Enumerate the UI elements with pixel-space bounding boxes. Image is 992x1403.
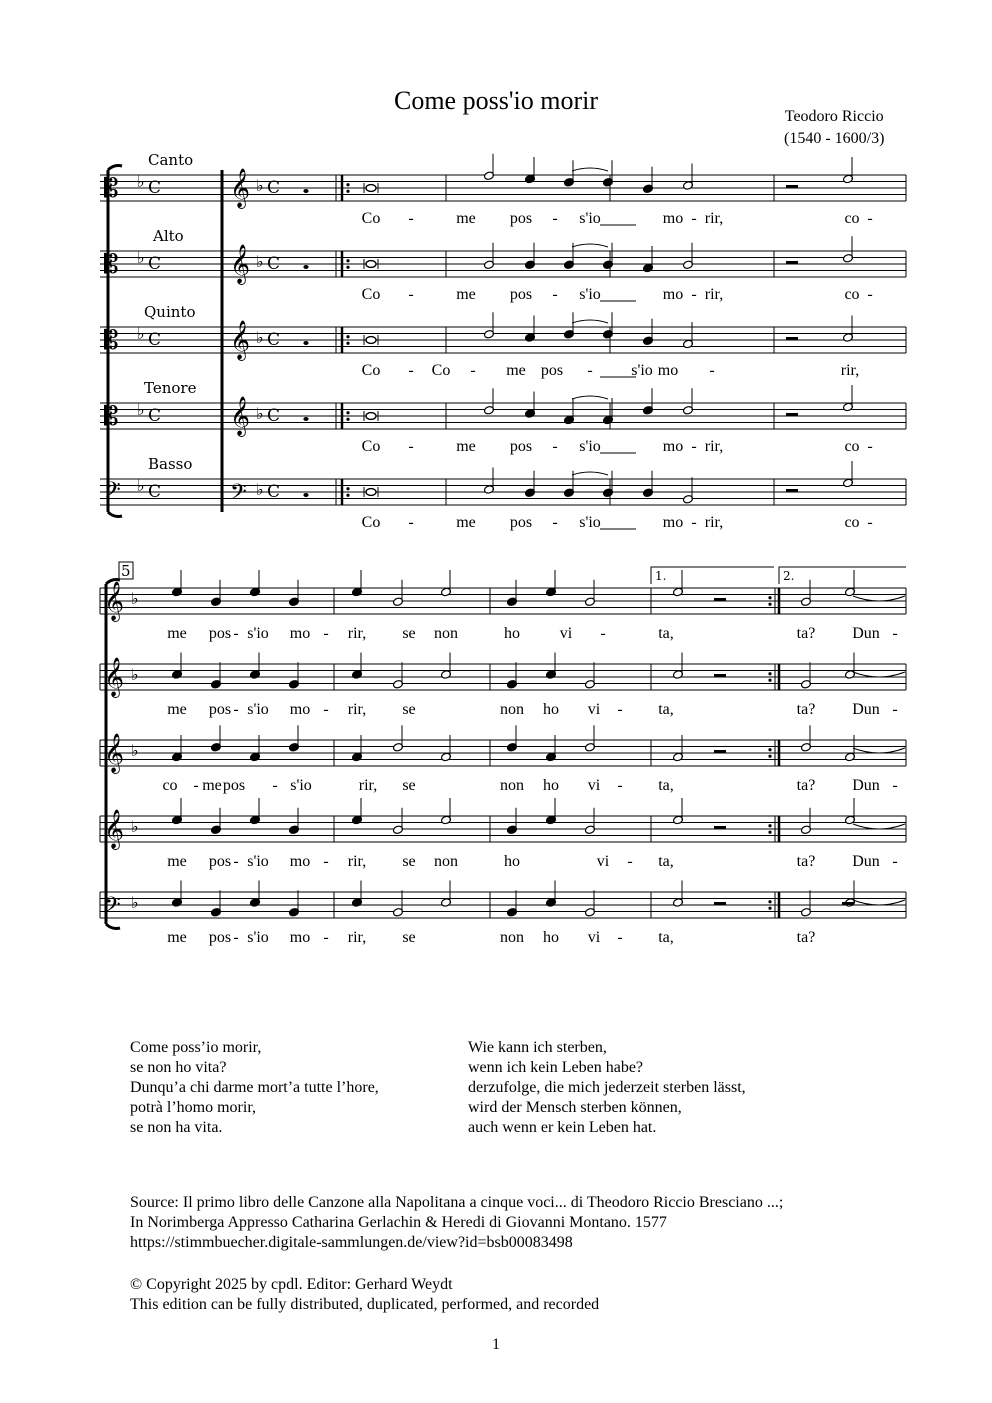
lyric-syllable: s'io [631, 362, 653, 379]
lyric-line: Wie kann ich sterben, [468, 1039, 607, 1056]
license-line: This edition can be fully distributed, duplicated, performed, and recorded [130, 1296, 600, 1313]
lyric-syllable: ho [543, 929, 559, 946]
voice-name: Canto [148, 151, 194, 169]
source-line: Source: Il primo libro delle Canzone alla Napolitana a cinque voci... di Theodoro Riccio Bresciano ...; [130, 1194, 784, 1211]
lyric-syllable: - [892, 853, 898, 870]
lyric-syllable: Co [361, 210, 381, 227]
lyric-syllable: non [434, 625, 458, 642]
lyric-syllable: rir, [704, 438, 724, 455]
lyric-syllable: s'io [290, 777, 312, 794]
lyric-syllable: me [456, 514, 476, 531]
flat-icon: ♭ [256, 328, 264, 347]
lyric-syllable: non [500, 777, 524, 794]
lyric-syllable: me [167, 853, 187, 870]
lyric-syllable: s'io [579, 286, 601, 303]
lyric-syllable: - [233, 929, 239, 946]
half-rest [786, 185, 798, 188]
half-rest [786, 413, 798, 416]
lyric-syllable: pos [208, 929, 232, 946]
lyric-syllable: s'io [579, 514, 601, 531]
treble-clef-icon: 𝄞 [230, 396, 251, 436]
lyric-syllable: mo [289, 929, 311, 946]
pitch-indicator [303, 493, 308, 497]
lyric-syllable: s'io [247, 929, 269, 946]
source-url[interactable]: https://stimmbuecher.digitale-sammlungen.de/view?id=bsb00083498 [130, 1234, 573, 1251]
lyric-syllable: rir, [704, 210, 724, 227]
lyric-syllable: - [587, 362, 593, 379]
lyric-syllable: - [552, 286, 558, 303]
lyric-syllable: vi [587, 777, 601, 794]
lyric-syllable: - [709, 362, 715, 379]
lyric-syllable: - [323, 929, 329, 946]
repeat-dot [768, 824, 771, 827]
flat-icon: ♭ [256, 404, 264, 423]
lyric-syllable: - [691, 514, 697, 531]
lyric-line: Dunqu’a chi darme mort’a tutte l’hore, [130, 1079, 379, 1096]
common-time-icon: C [148, 330, 162, 350]
lyric-syllable: - [323, 853, 329, 870]
composer-name: Teodoro Riccio [784, 108, 884, 125]
tie [853, 748, 905, 753]
c-clef-icon: 𝄡 [104, 250, 119, 280]
lyric-syllable: pos [509, 286, 533, 303]
voice-name: Alto [153, 227, 184, 245]
lyric-syllable: se [402, 701, 416, 718]
treble-clef-icon: 𝄞 [104, 581, 125, 621]
lyric-syllable: - [408, 362, 414, 379]
source-info [130, 1193, 783, 1253]
common-time-icon: C [267, 254, 281, 274]
lyric-syllable: se [402, 625, 416, 642]
tie [572, 168, 608, 171]
lyric-line: wird der Mensch sterben können, [468, 1099, 682, 1116]
lyric-syllable: Dun [852, 777, 880, 794]
repeat-dot [768, 748, 771, 751]
lyric-syllable: Co [361, 286, 381, 303]
lyric-syllable: - [408, 210, 414, 227]
lyric-syllable: Co [361, 514, 381, 531]
voice-name: Tenore [144, 379, 197, 397]
lyric-syllable: - [193, 777, 199, 794]
lyric-syllable: - [408, 514, 414, 531]
lyric-syllable: ho [543, 777, 559, 794]
lyric-line: Come poss’io morir, [130, 1039, 262, 1056]
lyric-line: se non ha vita. [130, 1119, 223, 1136]
lyric-syllable: rir, [347, 701, 367, 718]
bass-clef-icon: 𝄢 [104, 478, 121, 508]
lyric-syllable: Co [361, 438, 381, 455]
lyric-syllable: s'io [247, 701, 269, 718]
repeat-dot [346, 418, 349, 421]
lyric-syllable: vi [559, 625, 573, 642]
flat-icon: ♭ [131, 817, 139, 836]
repeat-dot [768, 603, 771, 606]
lyric-syllable: - [691, 210, 697, 227]
treble-clef-icon: 𝄞 [230, 244, 251, 284]
lyric-syllable: mo [662, 514, 684, 531]
common-time-icon: C [148, 482, 162, 502]
lyric-syllable: ta, [658, 777, 674, 794]
lyric-syllable: ta? [796, 701, 816, 718]
lyric-syllable: non [500, 701, 524, 718]
lyric-syllable: - [867, 438, 873, 455]
repeat-dot [768, 672, 771, 675]
lyric-syllable: mo [662, 438, 684, 455]
tie [572, 320, 608, 323]
treble-clef-icon: 𝄞 [104, 733, 125, 773]
pitch-indicator [303, 417, 308, 421]
tie [572, 396, 608, 399]
lyric-syllable: - [552, 514, 558, 531]
lyric-syllable: mo [657, 362, 679, 379]
lyric-syllable: - [600, 625, 606, 642]
lyric-syllable: ta, [658, 853, 674, 870]
repeat-dot [346, 411, 349, 414]
lyric-syllable: me [202, 777, 222, 794]
lyric-syllable: - [617, 701, 623, 718]
lyric-syllable: - [892, 625, 898, 642]
lyric-syllable: vi [596, 853, 610, 870]
lyric-syllable: vi [587, 701, 601, 718]
lyric-syllable: - [867, 210, 873, 227]
lyric-syllable: ta? [796, 777, 816, 794]
lyric-syllable: - [617, 777, 623, 794]
treble-clef-icon: 𝄞 [230, 320, 251, 360]
pitch-indicator [303, 189, 308, 193]
lyric-syllable: - [470, 362, 476, 379]
composer-dates: (1540 - 1600/3) [784, 130, 885, 147]
c-clef-icon: 𝄡 [104, 402, 119, 432]
lyric-syllable: ta, [658, 929, 674, 946]
lyrics-italian [130, 1038, 379, 1138]
tie [853, 900, 905, 905]
common-time-icon: C [267, 178, 281, 198]
tie [572, 472, 608, 475]
lyric-syllable: ta? [796, 853, 816, 870]
repeat-dot [346, 342, 349, 345]
lyric-syllable: pos [208, 701, 232, 718]
half-rest [714, 598, 726, 601]
lyric-syllable: me [167, 929, 187, 946]
lyric-syllable: pos [509, 210, 533, 227]
common-time-icon: C [267, 330, 281, 350]
flat-icon: ♭ [131, 893, 139, 912]
lyric-syllable: me [506, 362, 526, 379]
tie [572, 244, 608, 247]
repeat-dot [346, 183, 349, 186]
tie [853, 672, 905, 677]
lyric-line: wenn ich kein Leben habe? [468, 1059, 644, 1076]
tie [853, 824, 905, 829]
lyric-syllable: co [844, 514, 860, 531]
lyric-syllable: ta, [658, 701, 674, 718]
half-rest [714, 902, 726, 905]
lyric-syllable: co [844, 210, 860, 227]
lyric-syllable: mo [289, 625, 311, 642]
lyric-syllable: vi [587, 929, 601, 946]
lyric-syllable: non [434, 853, 458, 870]
lyric-syllable: se [402, 929, 416, 946]
lyric-syllable: - [552, 438, 558, 455]
repeat-dot [346, 335, 349, 338]
half-rest [842, 902, 854, 905]
lyric-syllable: ho [543, 701, 559, 718]
repeat-dot [768, 831, 771, 834]
tie [853, 596, 905, 601]
breve-note [366, 337, 376, 344]
flat-icon: ♭ [137, 324, 145, 343]
lyric-syllable: rir, [347, 929, 367, 946]
lyric-syllable: Co [431, 362, 451, 379]
c-clef-icon: 𝄡 [104, 174, 119, 204]
lyric-syllable: mo [662, 286, 684, 303]
volta-second-label: 2. [783, 569, 795, 583]
flat-icon: ♭ [137, 172, 145, 191]
lyrics-german [468, 1038, 746, 1138]
lyric-syllable: - [552, 210, 558, 227]
flat-icon: ♭ [137, 400, 145, 419]
lyric-syllable: - [617, 929, 623, 946]
common-time-icon: C [267, 482, 281, 502]
lyric-syllable: rir, [704, 286, 724, 303]
volta-second [779, 567, 906, 584]
pitch-indicator [303, 341, 308, 345]
pitch-indicator [303, 265, 308, 269]
volta-first-label: 1. [655, 569, 667, 583]
source-line: In Norimberga Appresso Catharina Gerlachin & Heredi di Giovanni Montano. 1577 [130, 1214, 667, 1231]
measure-number: 5 [121, 562, 131, 580]
page-number: 1 [492, 1336, 500, 1353]
flat-icon: ♭ [256, 252, 264, 271]
lyric-syllable: pos [208, 853, 232, 870]
lyric-syllable: - [691, 286, 697, 303]
flat-icon: ♭ [137, 248, 145, 267]
repeat-dot [346, 494, 349, 497]
lyric-syllable: rir, [704, 514, 724, 531]
lyric-syllable: - [233, 625, 239, 642]
lyric-syllable: - [323, 701, 329, 718]
lyric-syllable: - [867, 286, 873, 303]
lyric-syllable: pos [222, 777, 246, 794]
lyric-syllable: - [233, 701, 239, 718]
lyric-syllable: s'io [247, 625, 269, 642]
lyric-syllable: me [456, 286, 476, 303]
lyric-syllable: pos [509, 514, 533, 531]
lyric-syllable: ta, [658, 625, 674, 642]
lyric-syllable: s'io [579, 438, 601, 455]
treble-clef-icon: 𝄞 [104, 657, 125, 697]
half-rest [714, 750, 726, 753]
voice-name: Quinto [144, 303, 196, 321]
lyric-line: se non ho vita? [130, 1059, 227, 1076]
breve-note [366, 185, 376, 192]
flat-icon: ♭ [137, 476, 145, 495]
flat-icon: ♭ [131, 589, 139, 608]
treble-clef-icon: 𝄞 [104, 809, 125, 849]
lyric-syllable: - [691, 438, 697, 455]
copyright-info [130, 1275, 599, 1315]
lyric-syllable: mo [289, 853, 311, 870]
repeat-dot [768, 596, 771, 599]
lyric-syllable: co [844, 438, 860, 455]
lyric-syllable: rir, [358, 777, 378, 794]
lyric-syllable: co [844, 286, 860, 303]
voice-name: Basso [148, 455, 193, 473]
lyric-syllable: - [233, 853, 239, 870]
lyric-syllable: me [456, 210, 476, 227]
repeat-dot [768, 679, 771, 682]
lyric-syllable: me [167, 625, 187, 642]
lyric-syllable: ta? [796, 625, 816, 642]
lyric-syllable: rir, [347, 625, 367, 642]
flat-icon: ♭ [131, 665, 139, 684]
lyric-syllable: ta? [796, 929, 816, 946]
lyric-syllable: - [627, 853, 633, 870]
copyright-line: © Copyright 2025 by cpdl. Editor: Gerhard Weydt [130, 1276, 453, 1293]
repeat-dot [768, 907, 771, 910]
lyric-syllable: Dun [852, 701, 880, 718]
common-time-icon: C [148, 406, 162, 426]
lyric-syllable: - [408, 286, 414, 303]
lyric-syllable: me [456, 438, 476, 455]
lyric-syllable: co [162, 777, 178, 794]
lyric-syllable: Co [361, 362, 381, 379]
repeat-dot [346, 190, 349, 193]
repeat-dot [346, 487, 349, 490]
c-clef-icon: 𝄡 [104, 326, 119, 356]
lyric-line: derzufolge, die mich jederzeit sterben lässt, [468, 1079, 746, 1096]
lyric-syllable: non [500, 929, 524, 946]
common-time-icon: C [148, 254, 162, 274]
lyric-syllable: rir, [840, 362, 860, 379]
lyric-syllable: Dun [852, 853, 880, 870]
breve-note [366, 413, 376, 420]
lyric-syllable: ho [504, 625, 520, 642]
treble-clef-icon: 𝄞 [230, 168, 251, 208]
bass-clef-icon: 𝄢 [230, 480, 247, 510]
half-rest [714, 826, 726, 829]
lyric-syllable: pos [540, 362, 564, 379]
common-time-icon: C [267, 406, 281, 426]
flat-icon: ♭ [131, 741, 139, 760]
repeat-dot [768, 900, 771, 903]
lyric-syllable: mo [662, 210, 684, 227]
lyric-syllable: se [402, 853, 416, 870]
lyric-line: potrà l’homo morir, [130, 1099, 256, 1116]
lyric-syllable: - [867, 514, 873, 531]
half-rest [786, 489, 798, 492]
bass-clef-icon: 𝄢 [104, 893, 121, 923]
lyric-syllable: rir, [347, 853, 367, 870]
flat-icon: ♭ [256, 480, 264, 499]
lyric-line: auch wenn er kein Leben hat. [468, 1119, 657, 1136]
lyric-syllable: - [892, 777, 898, 794]
common-time-icon: C [148, 178, 162, 198]
half-rest [786, 261, 798, 264]
lyric-syllable: pos [509, 438, 533, 455]
lyric-syllable: s'io [579, 210, 601, 227]
lyric-syllable: - [272, 777, 278, 794]
half-rest [786, 337, 798, 340]
lyric-syllable: ho [504, 853, 520, 870]
lyric-syllable: Dun [852, 625, 880, 642]
page-title: Come poss'io morir [393, 86, 598, 115]
lyric-syllable: - [323, 625, 329, 642]
lyric-syllable: mo [289, 701, 311, 718]
repeat-dot [346, 266, 349, 269]
lyric-syllable: - [408, 438, 414, 455]
flat-icon: ♭ [256, 176, 264, 195]
lyric-syllable: - [892, 701, 898, 718]
lyric-syllable: pos [208, 625, 232, 642]
lyric-syllable: se [402, 777, 416, 794]
volta-first [651, 567, 774, 584]
half-rest [714, 674, 726, 677]
lyric-syllable: me [167, 701, 187, 718]
lyric-syllable: s'io [247, 853, 269, 870]
breve-note [366, 489, 376, 496]
repeat-dot [346, 259, 349, 262]
breve-note [366, 261, 376, 268]
repeat-dot [768, 755, 771, 758]
